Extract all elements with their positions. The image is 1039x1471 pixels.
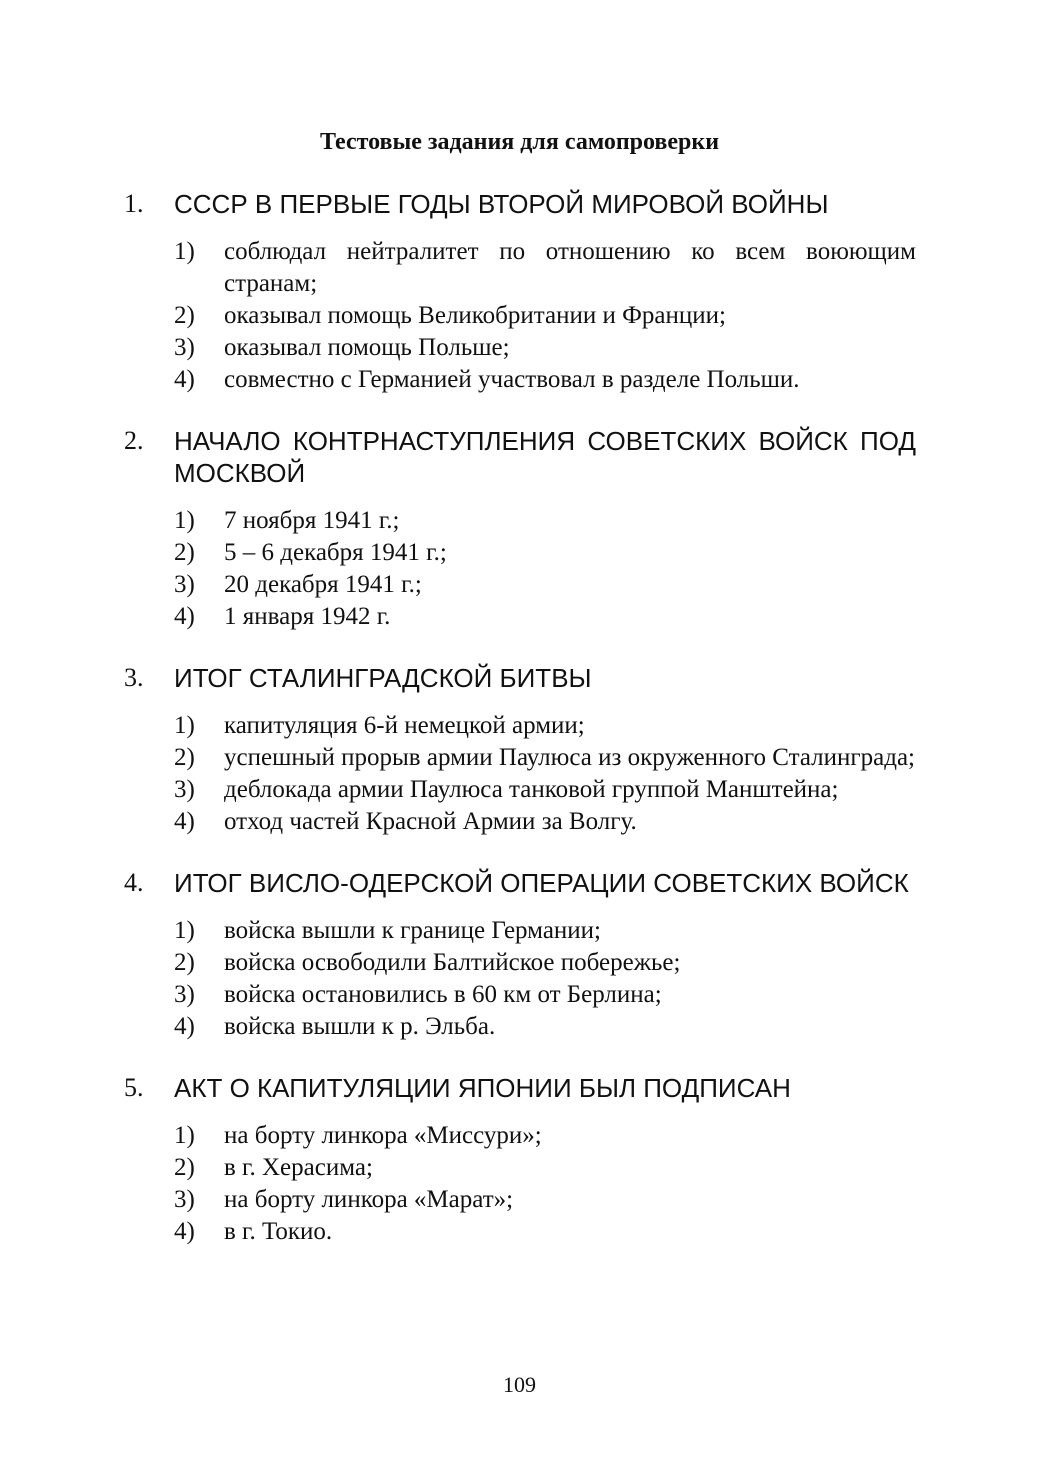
question-list <box>124 188 916 1277</box>
page-title: Тестовые задания для самопроверки <box>319 129 720 155</box>
option-text: в г. Токио. <box>224 1218 333 1245</box>
answer-option <box>174 300 916 332</box>
option-text: капитуляция 6-й немецкой армии; <box>224 712 585 739</box>
answer-option <box>174 601 916 633</box>
answer-option <box>174 537 916 569</box>
option-text: отход частей Красной Армии за Волгу. <box>224 808 637 835</box>
option-text: на борту линкора «Марат»; <box>224 1186 514 1213</box>
option-text: на борту линкора «Миссури»; <box>224 1122 542 1149</box>
answer-option <box>174 710 916 742</box>
answer-option <box>174 806 916 838</box>
option-number: 1) <box>174 917 195 944</box>
answer-option <box>174 364 916 396</box>
answer-option <box>174 569 916 601</box>
answer-options <box>174 1120 916 1248</box>
option-text: 1 января 1942 г. <box>224 603 391 630</box>
option-number: 4) <box>174 603 195 630</box>
answer-option <box>174 742 916 774</box>
question-4 <box>124 867 916 1043</box>
answer-option <box>174 947 916 979</box>
answer-options <box>174 710 916 838</box>
option-number: 3) <box>174 776 195 803</box>
question-header <box>124 662 916 694</box>
option-number: 2) <box>174 539 195 566</box>
answer-option <box>174 774 916 806</box>
question-number: 4. <box>124 868 144 897</box>
answer-option <box>174 332 916 364</box>
option-number: 1) <box>174 507 195 534</box>
option-text: 5 – 6 декабря 1941 г.; <box>224 539 447 566</box>
question-3 <box>124 662 916 838</box>
question-number: 1. <box>124 189 144 218</box>
option-number: 4) <box>174 1013 195 1040</box>
option-number: 3) <box>174 571 195 598</box>
option-text: деблокада армии Паулюса танковой группой Манштейна; <box>224 776 839 803</box>
question-1 <box>124 188 916 396</box>
answer-options <box>174 236 916 396</box>
option-number: 4) <box>174 366 195 393</box>
option-text: успешный прорыв армии Паулюса из окруженного Сталинграда; <box>224 744 915 771</box>
question-number: 3. <box>124 663 144 692</box>
answer-options <box>174 915 916 1043</box>
option-number: 3) <box>174 334 195 361</box>
option-number: 2) <box>174 744 195 771</box>
option-number: 2) <box>174 302 195 329</box>
question-text: НАЧАЛО КОНТРНАСТУПЛЕНИЯ СОВЕТСКИХ ВОЙСК ПОД МОСКВОЙ <box>174 426 916 488</box>
option-text: войска остановились в 60 км от Берлина; <box>224 981 662 1008</box>
option-number: 3) <box>174 981 195 1008</box>
question-header <box>124 188 916 220</box>
option-text: войска вышли к р. Эльба. <box>224 1013 496 1040</box>
answer-option <box>174 236 916 300</box>
question-header <box>124 1072 916 1104</box>
answer-option <box>174 1152 916 1184</box>
question-text: АКТ О КАПИТУЛЯЦИИ ЯПОНИИ БЫЛ ПОДПИСАН <box>174 1073 791 1103</box>
option-text: в г. Херасима; <box>224 1154 373 1181</box>
option-text: оказывал помощь Великобритании и Франции; <box>224 302 726 329</box>
question-5 <box>124 1072 916 1248</box>
option-number: 2) <box>174 949 195 976</box>
page-number: 109 <box>503 1372 536 1397</box>
question-number: 5. <box>124 1073 144 1102</box>
option-text: 7 ноября 1941 г.; <box>224 507 400 534</box>
option-number: 3) <box>174 1186 195 1213</box>
option-text: войска вышли к границе Германии; <box>224 917 602 944</box>
answer-options <box>174 505 916 633</box>
question-header <box>124 867 916 899</box>
option-text: войска освободили Балтийское побережье; <box>224 949 681 976</box>
option-number: 4) <box>174 808 195 835</box>
option-number: 1) <box>174 1122 195 1149</box>
question-header <box>124 425 916 489</box>
option-number: 4) <box>174 1218 195 1245</box>
answer-option <box>174 915 916 947</box>
question-text: СССР В ПЕРВЫЕ ГОДЫ ВТОРОЙ МИРОВОЙ ВОЙНЫ <box>174 189 829 219</box>
option-number: 2) <box>174 1154 195 1181</box>
option-text: оказывал помощь Польше; <box>224 334 510 361</box>
answer-option <box>174 1011 916 1043</box>
option-text: соблюдал нейтралитет по отношению ко всем воюющим странам; <box>224 238 916 297</box>
answer-option <box>174 1216 916 1248</box>
option-number: 1) <box>174 712 195 739</box>
question-number: 2. <box>124 426 144 455</box>
question-text: ИТОГ ВИСЛО-ОДЕРСКОЙ ОПЕРАЦИИ СОВЕТСКИХ ВОЙСК <box>174 868 909 898</box>
answer-option <box>174 979 916 1011</box>
answer-option <box>174 1120 916 1152</box>
answer-option <box>174 1184 916 1216</box>
question-2 <box>124 425 916 633</box>
option-text: 20 декабря 1941 г.; <box>224 571 422 598</box>
option-text: совместно с Германией участвовал в разделе Польши. <box>224 366 800 393</box>
question-text: ИТОГ СТАЛИНГРАДСКОЙ БИТВЫ <box>174 663 592 693</box>
answer-option <box>174 505 916 537</box>
option-number: 1) <box>174 238 195 265</box>
